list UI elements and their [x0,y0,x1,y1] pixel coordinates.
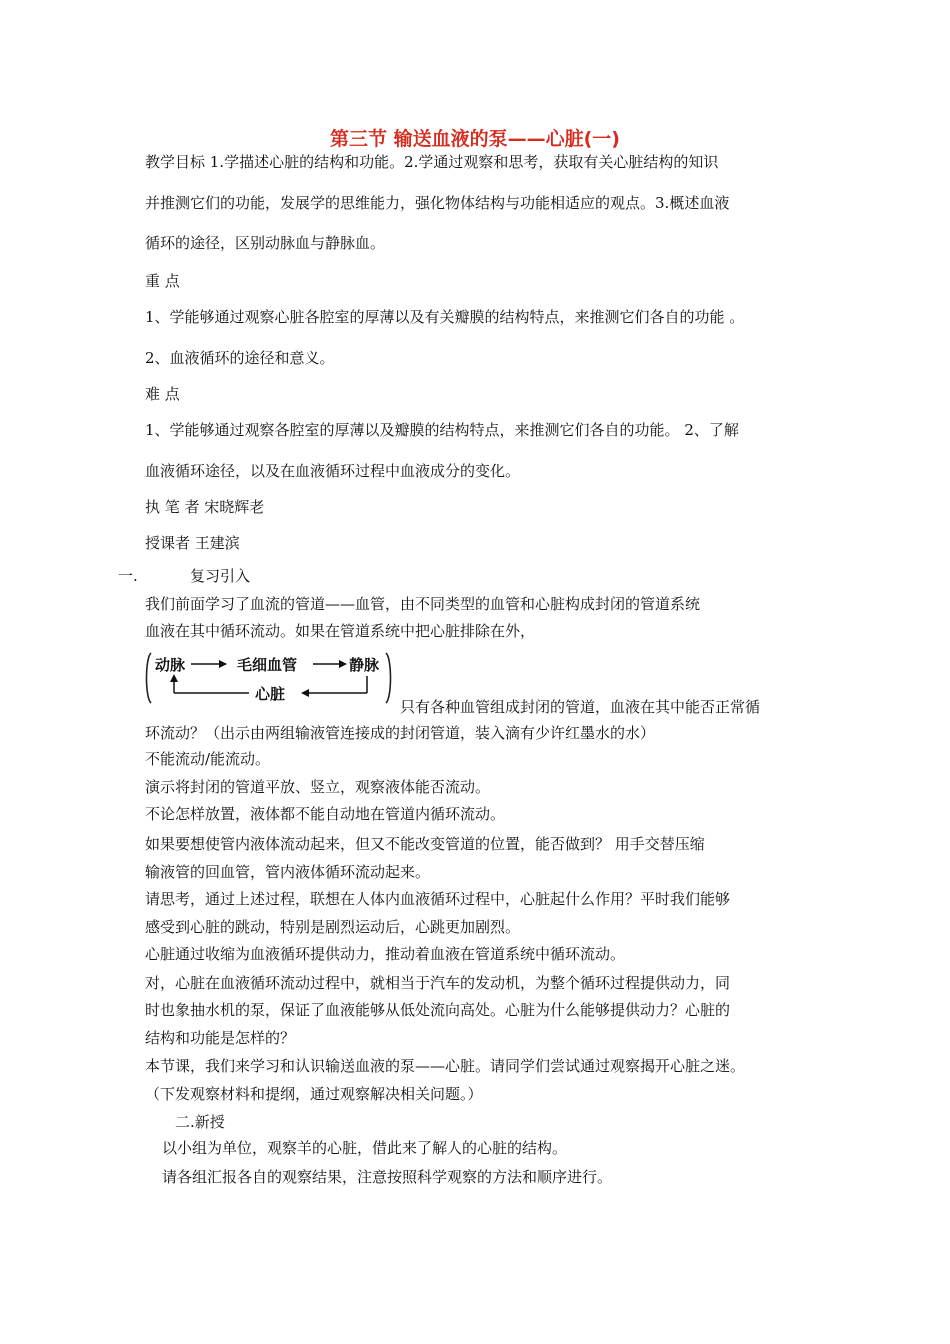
goals-line-3: 循环的途径，区别动脉血与静脉血。 [145,234,386,252]
page-title: 第三节 输送血液的泵——心脏(一) [330,128,620,150]
section1-line-8: 如果要想使管内液体流动起来，但又不能改变管道的位置，能否做到？ 用手交替压缩 [145,835,705,853]
right-bracket [386,653,391,703]
artery-label: 动脉 [155,656,186,674]
section1-line-1: 我们前面学习了血流的管道——血管，由不同类型的血管和心脏构成封闭的管道系统 [145,595,701,613]
arrowhead-4 [170,674,178,682]
section2-line-2: 请各组汇报各自的观察结果，注意按照科学观察的方法和顺序进行。 [162,1168,613,1186]
left-bracket [147,653,152,703]
section1-line-12: 心脏通过收缩为血液循环提供动力，推动着血液在管道系统中循环流动。 [145,945,626,963]
author-line: 执 笔 者 宋晓辉老 [145,498,265,516]
vein-label: 静脉 [349,656,380,674]
capillary-label: 毛细血管 [237,656,298,674]
key-points-heading: 重 点 [145,272,180,290]
section1-line-4: 环流动？（出示由两组输液管连接成的封闭管道，装入滴有少许红墨水的水） [145,724,656,742]
section2-title: 二.新授 [175,1113,225,1131]
section1-line-5: 不能流动/能流动。 [145,750,271,768]
section1-line-2: 血液在其中循环流动。如果在管道系统中把心脏排除在外， [145,622,536,640]
section1-line-3: 只有各种血管组成封闭的管道，血液在其中能否正常循 [400,698,761,716]
key-point-2: 2、血液循环的途径和意义。 [145,349,335,367]
goals-line-2: 并推测它们的功能，发展学的思维能力，强化物体结构与功能相适应的观点。3.概述血液 [145,194,730,212]
section1-line-16: 本节课，我们来学习和认识输送血液的泵——心脏。请同学们尝试通过观察揭开心脏之迷。 [145,1057,746,1075]
section1-line-7: 不论怎样放置，液体都不能自动地在管道内循环流动。 [145,805,506,823]
difficulty-line-1: 1、学能够通过观察各腔室的厚薄以及瓣膜的结构特点，来推测它们各自的功能。 2、了解 [145,421,739,439]
teacher-line: 授课者 王建滨 [145,534,240,552]
section2-line-1: 以小组为单位，观察羊的心脏，借此来了解人的心脏的结构。 [162,1139,568,1157]
section1-line-17: （下发观察材料和提纲，通过观察解决相关问题。） [145,1085,483,1103]
circulation-diagram-svg [141,650,396,706]
section1-line-6: 演示将封闭的管道平放、竖立，观察液体能否流动。 [145,778,491,796]
section1-line-10: 请思考，通过上述过程，联想在人体内血液循环过程中，心脏起什么作用？平时我们能够 [145,890,731,908]
section1-line-9: 输液管的回血管，管内液体循环流动起来。 [145,863,431,881]
section1-number: 一. [118,567,138,585]
section1-line-14: 时也象抽水机的泵，保证了血液能够从低处流向高处。心脏为什么能够提供动力？心脏的 [145,1001,731,1019]
section1-line-11: 感受到心脏的跳动，特别是剧烈运动后，心跳更加剧烈。 [145,918,521,936]
arrowhead-3 [301,689,309,697]
arrowhead-1 [219,660,227,668]
difficulties-heading: 难 点 [145,385,180,403]
section1-line-15: 结构和功能是怎样的？ [145,1029,296,1047]
circulation-diagram [141,650,396,706]
heart-label: 心脏 [255,685,286,703]
key-point-1: 1、学能够通过观察心脏各腔室的厚薄以及有关瓣膜的结构特点，来推测它们各自的功能 。 [145,308,745,326]
section1-line-13: 对，心脏在血液循环流动过程中，就相当于汽车的发动机，为整个循环过程提供动力，同 [145,974,731,992]
goals-line-1: 教学目标 1.学描述心脏的结构和功能。2.学通过观察和思考，获取有关心脏结构的知识 [145,153,719,171]
difficulty-line-2: 血液循环途径，以及在血液循环过程中血液成分的变化。 [145,462,521,480]
section1-title: 复习引入 [190,567,251,585]
arrowhead-2 [339,660,347,668]
